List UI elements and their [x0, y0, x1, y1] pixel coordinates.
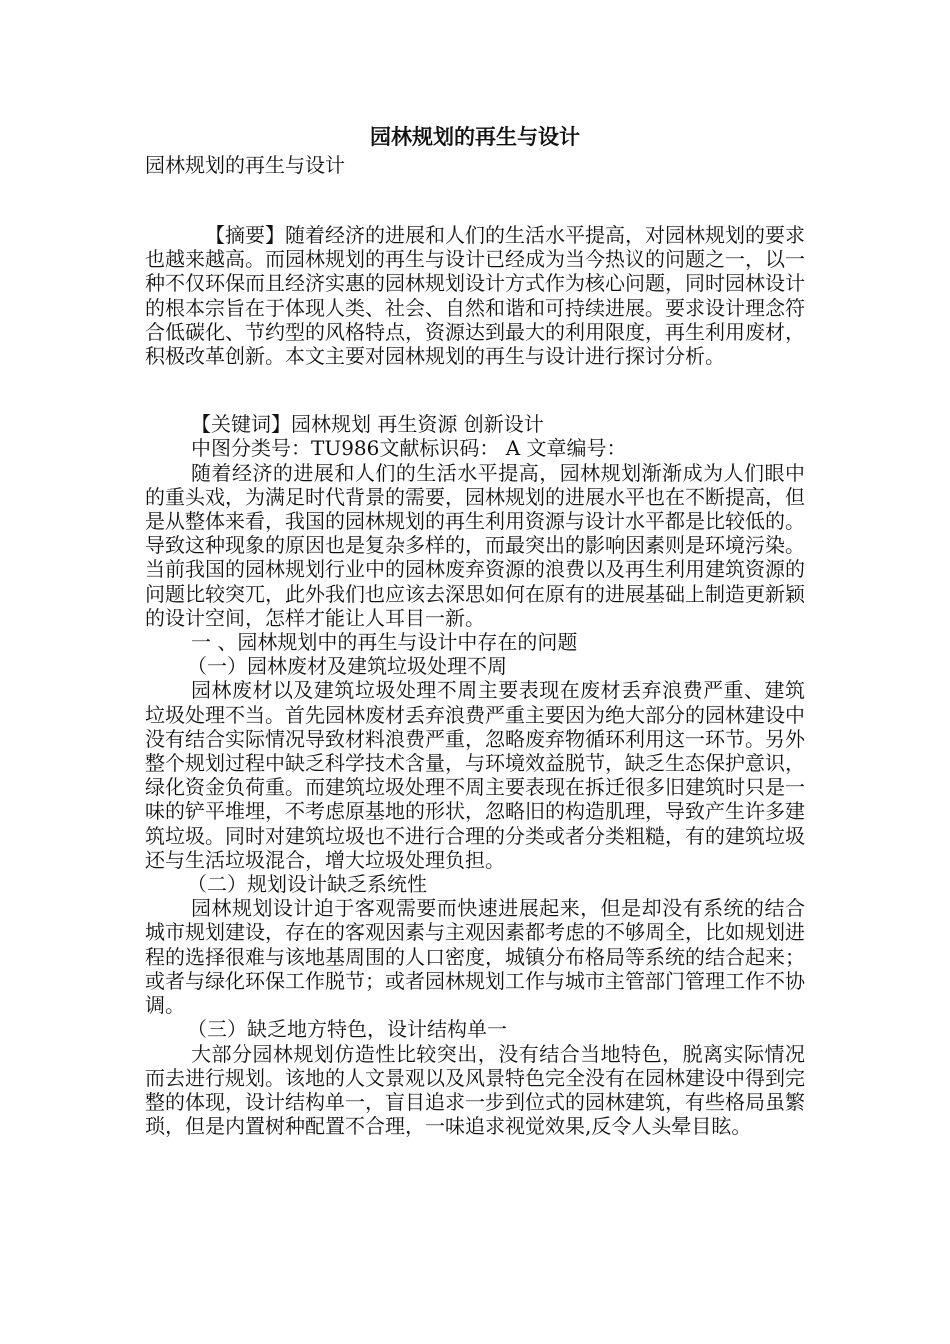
- subsection-heading-3: （三）缺乏地方特色，设计结构单一: [187, 1017, 507, 1042]
- document-page: [145, 123, 805, 1138]
- section-heading: 一 、园林规划中的再生与设计中存在的问题: [191, 630, 578, 655]
- spacer: [145, 368, 805, 412]
- intro-paragraph: 随着经济的进展和人们的生活水平提高，园林规划渐渐成为人们眼中的重头戏，为满足时代背景的需要，园林规划的进展水平也在不断提高，但是从整体来看，我国的园林规划的再生利用资源与设计水平都是比较低的。导致这种现象的原因也是复杂多样的，而最突出的影响因素则是环境污染。当前我国的园林规划行业中的园林废弃资源的浪费以及再生利用建筑资源的问题比较突兀，此外我们也应该去深思如何在原有的进展基础上制造更新颖的设计空间，怎样才能让人耳目一新。: [145, 460, 805, 630]
- classification-line: 中图分类号：TU986文献标识码： A 文章编号：: [191, 436, 627, 461]
- subsection-heading-2: （二）规划设计缺乏系统性: [187, 872, 427, 897]
- spacer: [145, 179, 805, 223]
- subsection-body-1: 园林废材以及建筑垃圾处理不周主要表现在废材丢弃浪费严重、建筑垃圾处理不当。首先园林废材丢弃浪费严重主要因为绝大部分的园林建设中没有结合实际情况导致材料浪费严重，忽略废弃物循环利用这一环节。另外整个规划过程中缺乏科学技术含量，与环境效益脱节，缺乏生态保护意识，绿化资金负荷重。而建筑垃圾处理不周主要表现在拆迁很多旧建筑时只是一味的铲平堆埋，不考虑原基地的形状，忽略旧的构造肌理，导致产生许多建筑垃圾。同时对建筑垃圾也不进行合理的分类或者分类粗糙，有的建筑垃圾还与生活垃圾混合，增大垃圾处理负担。: [145, 678, 805, 872]
- subsection-body-3: 大部分园林规划仿造性比较突出，没有结合当地特色，脱离实际情况而去进行规划。该地的人文景观以及风景特色完全没有在园林建设中得到完整的体现，设计结构单一，盲目追求一步到位式的园林建筑，有些格局虽繁琐，但是内置树种配置不合理，一味追求视觉效果,反令人头晕目眩。: [145, 1041, 805, 1139]
- subsection-body-2: 园林规划设计迫于客观需要而快速进展起来，但是却没有系统的结合城市规划建设，存在的客观因素与主观因素都考虑的不够周全，比如规划进程的选择很难与该地基周围的人口密度，城镇分布格局等系统的结合起来；或者与绿化环保工作脱节；或者园林规划工作与城市主管部门管理工作不协调。: [145, 896, 805, 1018]
- abstract-paragraph: 【摘要】随着经济的进展和人们的生活水平提高，对园林规划的要求也越来越高。而园林规划的再生与设计已经成为当今热议的问题之一，以一种不仅环保而且经济实惠的园林规划设计方式作为核心问题，同时园林设计的根本宗旨在于体现人类、社会、自然和谐和可持续进展。要求设计理念符合低碳化、节约型的风格特点，资源达到最大的利用限度，再生利用废材，积极改革创新。本文主要对园林规划的再生与设计进行探讨分析。: [145, 223, 805, 369]
- document-title: 园林规划的再生与设计: [370, 124, 580, 149]
- document-subtitle: 园林规划的再生与设计: [145, 153, 345, 177]
- keywords-line: 【关键词】园林规划 再生资源 创新设计: [191, 412, 544, 437]
- subsection-heading-1: （一）园林废材及建筑垃圾处理不周: [187, 654, 507, 679]
